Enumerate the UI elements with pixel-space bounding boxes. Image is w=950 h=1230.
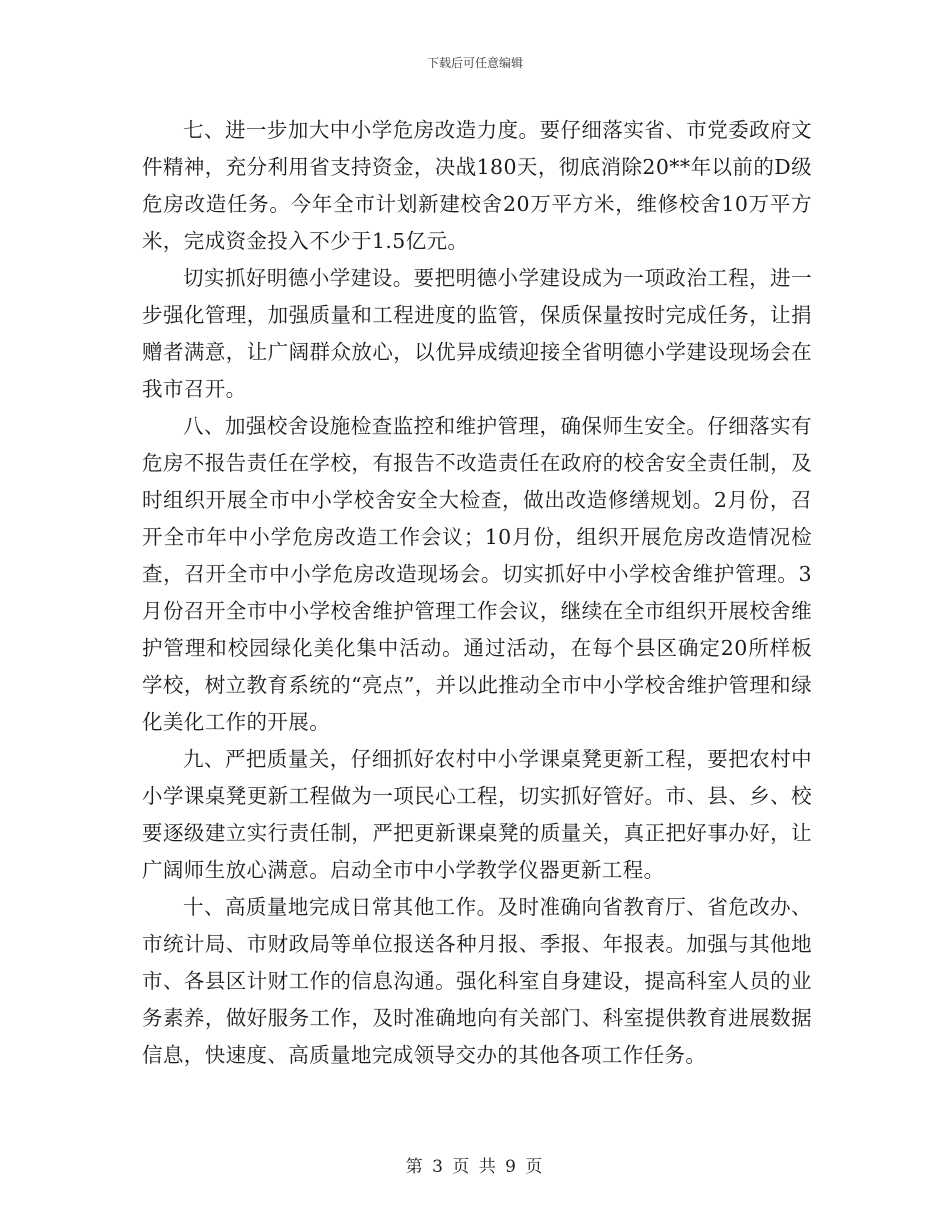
paragraph-7: 七、进一步加大中小学危房改造力度。要仔细落实省、市党委政府文件精神，充分利用省支持资金，决战180天，彻底消除20**年以前的D级危房改造任务。今年全市计划新建校舍20万平方米，维修校舍10万平方米，完成资金投入不少于1.5亿元。: [142, 118, 812, 253]
document-body: [142, 112, 812, 1074]
page-header: 下载后可任意编辑: [426, 56, 523, 70]
paragraph-10: 十、高质量地完成日常其他工作。及时准确向省教育厅、省危改办、市统计局、市财政局等单位报送各种月报、季报、年报表。加强与其他地市、各县区计财工作的信息沟通。强化科室自身建设，提高科室人员的业务素养，做好服务工作，及时准确地向有关部门、科室提供教育进展数据信息，快速度、高质量地完成领导交办的其他各项工作任务。: [142, 895, 812, 1067]
page-number: 第 3 页 共 9 页: [405, 1157, 545, 1177]
paragraph-8: 八、加强校舍设施检查监控和维护管理，确保师生安全。仔细落实有危房不报告责任在学校，有报告不改造责任在政府的校舍安全责任制，及时组织开展全市中小学校舍安全大检查，做出改造修缮规划。2月份，召开全市年中小学危房改造工作会议；10月份，组织开展危房改造情况检查，召开全市中小学危房改造现场会。切实抓好中小学校舍维护管理。3月份召开全市中小学校舍维护管理工作会议，继续在全市组织开展校舍维护管理和校园绿化美化集中活动。通过活动，在每个县区确定20所样板学校，树立教育系统的“亮点”，并以此推动全市中小学校舍维护管理和绿化美化工作的开展。: [142, 414, 812, 734]
paragraph-mingde: 切实抓好明德小学建设。要把明德小学建设成为一项政治工程，进一步强化管理，加强质量和工程进度的监管，保质保量按时完成任务，让捐赠者满意，让广阔群众放心，以优异成绩迎接全省明德小学建设现场会在我市召开。: [142, 266, 812, 401]
paragraph-9: 九、严把质量关，仔细抓好农村中小学课桌凳更新工程，要把农村中小学课桌凳更新工程做为一项民心工程，切实抓好管好。市、县、乡、校要逐级建立实行责任制，严把更新课桌凳的质量关，真正把好事办好，让广阔师生放心满意。启动全市中小学教学仪器更新工程。: [142, 747, 812, 882]
